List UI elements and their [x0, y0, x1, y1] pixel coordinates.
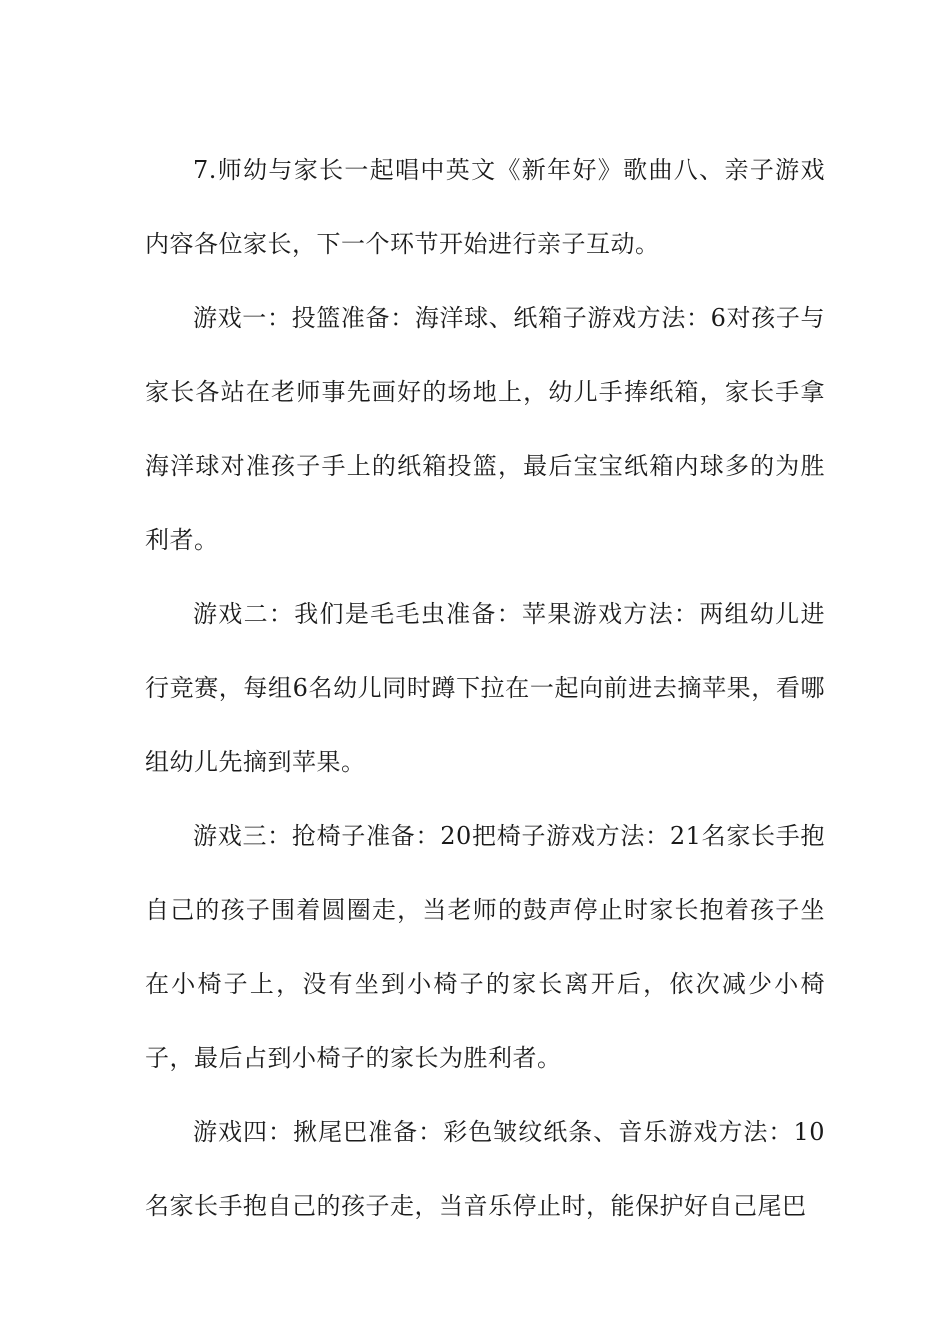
document-body	[145, 133, 825, 1243]
paragraph-game-four: 游戏四：揪尾巴准备：彩色皱纹纸条、音乐游戏方法：10名家长手抱自己的孩子走，当音乐停止时，能保护好自己尾巴	[145, 1118, 825, 1220]
paragraph-game-two: 游戏二：我们是毛毛虫准备：苹果游戏方法：两组幼儿进行竞赛，每组6名幼儿同时蹲下拉在一起向前进去摘苹果，看哪组幼儿先摘到苹果。	[145, 600, 825, 776]
paragraph-game-three: 游戏三：抢椅子准备：20把椅子游戏方法：21名家长手抱自己的孩子围着圆圈走，当老师的鼓声停止时家长抱着孩子坐在小椅子上，没有坐到小椅子的家长离开后，依次减少小椅子，最后占到小椅子的家长为胜利者。	[145, 822, 825, 1072]
paragraph-song: 7.师幼与家长一起唱中英文《新年好》歌曲八、亲子游戏内容各位家长，下一个环节开始进行亲子互动。	[145, 156, 825, 258]
paragraph-game-one: 游戏一：投篮准备：海洋球、纸箱子游戏方法：6对孩子与家长各站在老师事先画好的场地上，幼儿手捧纸箱，家长手拿海洋球对准孩子手上的纸箱投篮，最后宝宝纸箱内球多的为胜利者。	[145, 304, 825, 554]
